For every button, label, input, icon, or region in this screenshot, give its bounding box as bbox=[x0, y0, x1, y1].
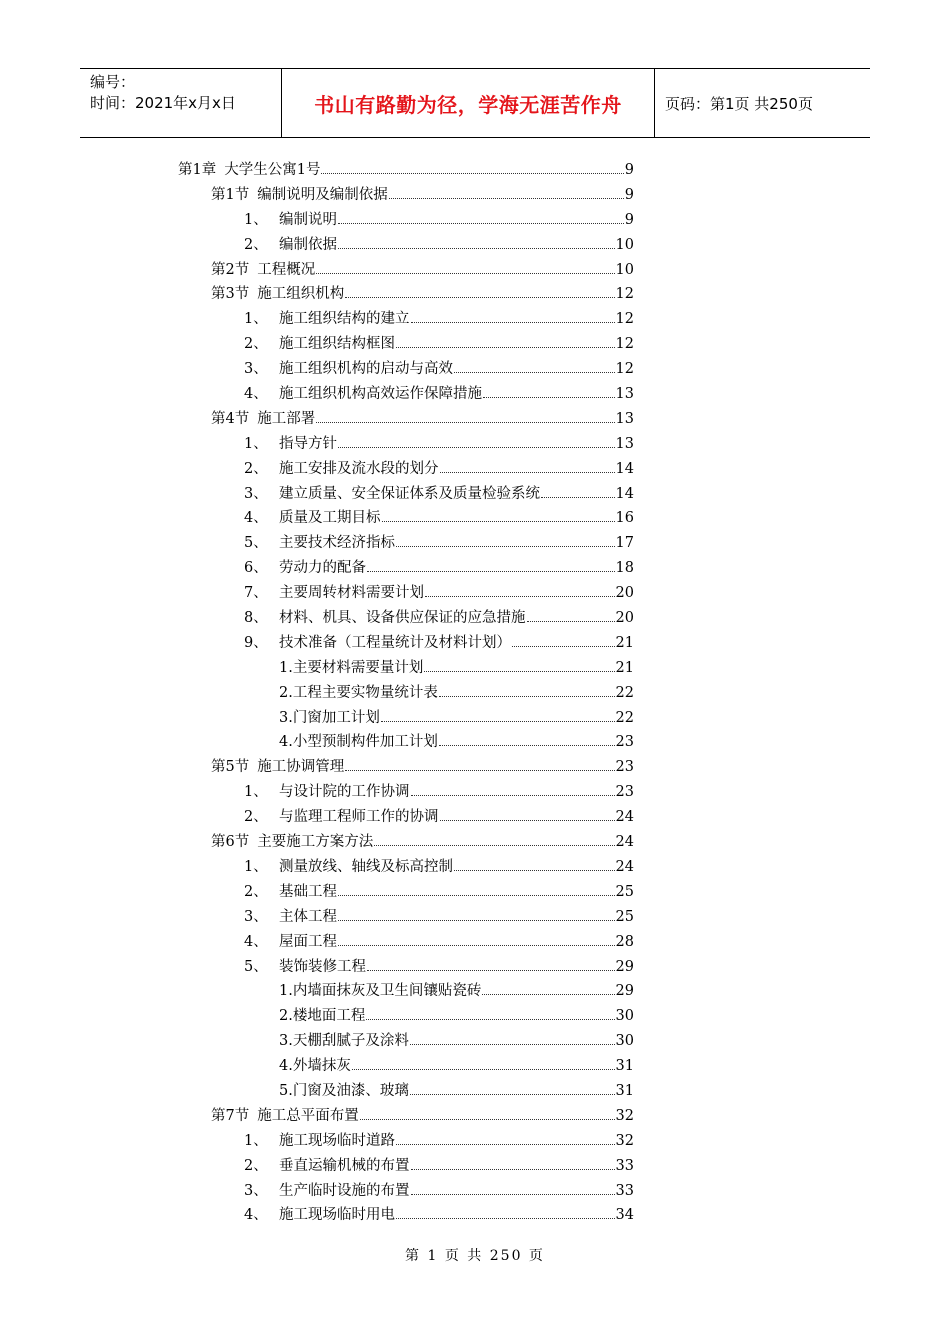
toc-entry[interactable] bbox=[0, 357, 806, 382]
toc-entry[interactable] bbox=[0, 1104, 806, 1129]
toc-entry-number: 1. bbox=[279, 983, 293, 1000]
toc-dot-leader bbox=[338, 247, 615, 249]
toc-entry-number: 5、 bbox=[244, 535, 268, 552]
toc-entry[interactable] bbox=[0, 258, 806, 283]
toc-dot-leader bbox=[396, 545, 615, 547]
toc-dot-leader bbox=[411, 321, 615, 323]
toc-entry-title: 垂直运输机械的布置 bbox=[279, 1157, 410, 1174]
toc-entry-page: 25 bbox=[615, 883, 634, 900]
toc-entry-title: 屋面工程 bbox=[279, 933, 337, 950]
toc-entry-title: 材料、机具、设备供应保证的应急措施 bbox=[279, 610, 526, 627]
toc-entry-number: 1、 bbox=[244, 311, 268, 328]
toc-entry-title: 天棚刮腻子及涂料 bbox=[292, 1033, 409, 1050]
toc-entry-page: 32 bbox=[615, 1132, 634, 1149]
toc-entry-number: 6、 bbox=[244, 560, 268, 577]
toc-entry-page: 22 bbox=[615, 709, 634, 726]
toc-entry-page: 14 bbox=[615, 485, 634, 502]
toc-entry-page: 13 bbox=[615, 410, 634, 427]
toc-entry[interactable] bbox=[0, 706, 806, 731]
toc-entry[interactable] bbox=[0, 407, 806, 432]
toc-entry-number: 第7节 bbox=[211, 1107, 250, 1124]
toc-entry-page: 34 bbox=[615, 1207, 634, 1224]
toc-entry-number: 第4节 bbox=[211, 410, 250, 427]
toc-entry-title: 生产临时设施的布置 bbox=[279, 1182, 410, 1199]
toc-entry-number: 第1节 bbox=[211, 186, 250, 203]
header-page-info: 页码：第1页 共250页 bbox=[665, 94, 813, 113]
header-meta bbox=[80, 69, 282, 137]
toc-entry-title: 施工总平面布置 bbox=[257, 1107, 359, 1124]
toc-entry-page: 9 bbox=[624, 211, 634, 228]
table-of-contents bbox=[0, 158, 950, 1228]
toc-entry-page: 23 bbox=[615, 759, 634, 776]
toc-entry-number: 1、 bbox=[244, 1132, 268, 1149]
toc-entry-number: 8、 bbox=[244, 610, 268, 627]
toc-entry-number: 第5节 bbox=[211, 759, 250, 776]
toc-entry[interactable] bbox=[0, 1154, 806, 1179]
toc-dot-leader bbox=[396, 1143, 615, 1145]
toc-entry-number: 2、 bbox=[244, 460, 268, 477]
toc-entry-title: 小型预制构件加工计划 bbox=[292, 734, 438, 751]
toc-entry-title: 主体工程 bbox=[279, 908, 337, 925]
toc-entry[interactable] bbox=[0, 1054, 806, 1079]
toc-entry-number: 第6节 bbox=[211, 834, 250, 851]
toc-entry[interactable] bbox=[0, 855, 806, 880]
toc-entry-title: 主要施工方案方法 bbox=[257, 834, 374, 851]
toc-entry-number: 第2节 bbox=[211, 261, 250, 278]
toc-entry-title: 内墙面抹灰及卫生间镶贴瓷砖 bbox=[292, 983, 482, 1000]
toc-entry-title: 楼地面工程 bbox=[292, 1008, 366, 1025]
toc-entry[interactable] bbox=[0, 681, 806, 706]
toc-dot-leader bbox=[411, 794, 615, 796]
toc-entry-title: 外墙抹灰 bbox=[292, 1058, 351, 1075]
toc-entry-number: 7、 bbox=[244, 585, 268, 602]
toc-entry-number: 3、 bbox=[244, 908, 268, 925]
toc-entry-page: 14 bbox=[615, 460, 634, 477]
toc-entry-number: 第3节 bbox=[211, 286, 250, 303]
toc-entry-number: 2、 bbox=[244, 236, 268, 253]
toc-entry-number: 4、 bbox=[244, 510, 268, 527]
toc-entry-number: 3. bbox=[279, 1033, 293, 1050]
toc-entry-title: 技术准备（工程量统计及材料计划） bbox=[279, 634, 511, 651]
toc-entry-title: 质量及工期目标 bbox=[279, 510, 381, 527]
toc-entry-title: 指导方针 bbox=[279, 435, 337, 452]
toc-entry-page: 21 bbox=[615, 659, 634, 676]
toc-entry-title: 门窗及油漆、玻璃 bbox=[292, 1082, 409, 1099]
toc-dot-leader bbox=[345, 769, 614, 771]
toc-entry-page: 20 bbox=[615, 585, 634, 602]
toc-entry-number: 1、 bbox=[244, 784, 268, 801]
toc-dot-leader bbox=[381, 720, 615, 722]
toc-entry-title: 主要材料需要量计划 bbox=[292, 659, 424, 676]
toc-dot-leader bbox=[338, 446, 615, 448]
toc-entry-title: 门窗加工计划 bbox=[292, 709, 380, 726]
toc-entry-title: 建立质量、安全保证体系及质量检验系统 bbox=[279, 485, 540, 502]
toc-dot-leader bbox=[338, 944, 615, 946]
toc-dot-leader bbox=[396, 346, 615, 348]
toc-dot-leader bbox=[367, 969, 615, 971]
toc-dot-leader bbox=[321, 172, 623, 174]
toc-entry-page: 9 bbox=[624, 162, 634, 178]
toc-dot-leader bbox=[389, 197, 624, 199]
toc-entry[interactable] bbox=[0, 482, 806, 507]
toc-entry-title: 施工组织机构高效运作保障措施 bbox=[279, 386, 482, 403]
toc-entry[interactable] bbox=[0, 1004, 806, 1029]
toc-dot-leader bbox=[366, 1018, 614, 1020]
toc-dot-leader bbox=[367, 570, 615, 572]
toc-dot-leader bbox=[338, 894, 615, 896]
toc-entry[interactable] bbox=[0, 1203, 806, 1228]
toc-entry-title: 基础工程 bbox=[279, 883, 337, 900]
toc-entry[interactable] bbox=[0, 979, 806, 1004]
toc-dot-leader bbox=[482, 993, 614, 995]
toc-entry[interactable] bbox=[0, 531, 806, 556]
toc-dot-leader bbox=[454, 371, 615, 373]
toc-entry[interactable] bbox=[0, 606, 806, 631]
toc-dot-leader bbox=[541, 496, 615, 498]
toc-entry-number: 4. bbox=[279, 734, 293, 751]
toc-dot-leader bbox=[425, 595, 615, 597]
toc-entry-number: 3、 bbox=[244, 1182, 268, 1199]
toc-entry[interactable] bbox=[0, 307, 806, 332]
toc-dot-leader bbox=[338, 919, 615, 921]
toc-entry-page: 33 bbox=[615, 1182, 634, 1199]
toc-entry-page: 12 bbox=[615, 311, 634, 328]
toc-entry-page: 33 bbox=[615, 1157, 634, 1174]
toc-entry[interactable] bbox=[0, 780, 806, 805]
toc-entry[interactable] bbox=[0, 556, 806, 581]
toc-entry-page: 12 bbox=[615, 336, 634, 353]
toc-entry[interactable] bbox=[0, 880, 806, 905]
toc-entry[interactable] bbox=[0, 457, 806, 482]
toc-entry-number: 5、 bbox=[244, 958, 268, 975]
toc-entry-page: 23 bbox=[615, 784, 634, 801]
toc-entry-page: 28 bbox=[615, 933, 634, 950]
toc-entry[interactable] bbox=[0, 432, 806, 457]
toc-entry-page: 10 bbox=[615, 236, 634, 253]
toc-entry-page: 30 bbox=[615, 1033, 634, 1050]
page-footer: 第 1 页 共 250 页 bbox=[405, 1248, 545, 1264]
toc-entry[interactable] bbox=[0, 1179, 806, 1204]
toc-entry-number: 第1章 bbox=[178, 162, 217, 178]
toc-dot-leader bbox=[338, 222, 624, 224]
toc-entry-number: 1、 bbox=[244, 435, 268, 452]
time-label: 时间：2021年x月x日 bbox=[90, 94, 236, 112]
toc-dot-leader bbox=[382, 520, 615, 522]
toc-entry-page: 13 bbox=[615, 386, 634, 403]
toc-dot-leader bbox=[439, 744, 615, 746]
toc-entry[interactable] bbox=[0, 506, 806, 531]
toc-entry-page: 21 bbox=[615, 634, 634, 651]
toc-entry[interactable] bbox=[0, 755, 806, 780]
toc-entry-page: 18 bbox=[615, 560, 634, 577]
toc-entry[interactable] bbox=[0, 930, 806, 955]
toc-entry-title: 编制依据 bbox=[279, 236, 337, 253]
toc-entry-page: 30 bbox=[615, 1008, 634, 1025]
toc-entry-title: 编制说明及编制依据 bbox=[257, 186, 388, 203]
toc-entry-page: 29 bbox=[615, 983, 634, 1000]
toc-entry-title: 与监理工程师工作的协调 bbox=[279, 809, 439, 826]
toc-dot-leader bbox=[410, 1093, 615, 1095]
toc-entry[interactable] bbox=[0, 183, 806, 208]
toc-entry-title: 施工组织机构 bbox=[257, 286, 345, 303]
toc-entry[interactable] bbox=[0, 631, 806, 656]
toc-entry-number: 2、 bbox=[244, 883, 268, 900]
toc-entry[interactable] bbox=[0, 955, 806, 980]
toc-entry-number: 2. bbox=[279, 1008, 293, 1025]
toc-dot-leader bbox=[396, 1217, 615, 1219]
toc-entry-title: 施工协调管理 bbox=[257, 759, 345, 776]
toc-entry-number: 4、 bbox=[244, 933, 268, 950]
toc-entry-title: 施工现场临时道路 bbox=[279, 1132, 395, 1149]
toc-entry-title: 工程概况 bbox=[257, 261, 316, 278]
toc-dot-leader bbox=[454, 869, 615, 871]
toc-entry[interactable] bbox=[0, 208, 806, 233]
toc-entry[interactable] bbox=[0, 581, 806, 606]
toc-entry-page: 13 bbox=[615, 435, 634, 452]
toc-entry[interactable] bbox=[0, 905, 806, 930]
toc-dot-leader bbox=[439, 695, 615, 697]
toc-entry-number: 5. bbox=[279, 1082, 293, 1099]
toc-dot-leader bbox=[440, 471, 615, 473]
toc-entry-number: 3、 bbox=[244, 361, 268, 378]
toc-entry-page: 25 bbox=[615, 908, 634, 925]
toc-entry-page: 32 bbox=[615, 1107, 634, 1124]
toc-entry-page: 12 bbox=[615, 286, 634, 303]
toc-dot-leader bbox=[411, 1168, 615, 1170]
toc-dot-leader bbox=[374, 844, 614, 846]
toc-dot-leader bbox=[316, 272, 614, 274]
toc-entry-number: 3. bbox=[279, 709, 293, 726]
toc-entry-title: 与设计院的工作协调 bbox=[279, 784, 410, 801]
toc-entry-title: 施工组织结构的建立 bbox=[279, 311, 410, 328]
toc-entry[interactable] bbox=[0, 282, 806, 307]
toc-entry[interactable] bbox=[0, 158, 806, 183]
toc-dot-leader bbox=[483, 396, 615, 398]
toc-entry-title: 主要技术经济指标 bbox=[279, 535, 395, 552]
toc-entry[interactable] bbox=[0, 1129, 806, 1154]
toc-entry-title: 工程主要实物量统计表 bbox=[292, 684, 438, 701]
toc-dot-leader bbox=[424, 670, 614, 672]
toc-entry[interactable] bbox=[0, 805, 806, 830]
toc-entry-page: 24 bbox=[615, 809, 634, 826]
toc-entry-page: 9 bbox=[624, 186, 634, 203]
toc-entry-number: 4、 bbox=[244, 1207, 268, 1224]
toc-entry[interactable] bbox=[0, 233, 806, 258]
page-header bbox=[80, 68, 870, 138]
toc-dot-leader bbox=[440, 819, 615, 821]
toc-entry-title: 施工组织结构框图 bbox=[279, 336, 395, 353]
toc-entry[interactable] bbox=[0, 730, 806, 755]
toc-entry[interactable] bbox=[0, 1029, 806, 1054]
toc-dot-leader bbox=[410, 1043, 615, 1045]
header-motto: 书山有路勤为径，学海无涯苦作舟 bbox=[282, 69, 655, 137]
toc-dot-leader bbox=[512, 645, 615, 647]
toc-entry-title: 劳动力的配备 bbox=[279, 560, 366, 577]
toc-entry-number: 4. bbox=[279, 1058, 293, 1075]
toc-entry-number: 2、 bbox=[244, 336, 268, 353]
toc-entry-title: 装饰装修工程 bbox=[279, 958, 366, 975]
toc-entry-number: 2、 bbox=[244, 809, 268, 826]
toc-entry-page: 24 bbox=[615, 834, 634, 851]
toc-entry-page: 23 bbox=[615, 734, 634, 751]
toc-dot-leader bbox=[345, 296, 614, 298]
toc-entry-page: 24 bbox=[615, 858, 634, 875]
toc-entry-title: 编制说明 bbox=[279, 211, 337, 228]
toc-entry[interactable] bbox=[0, 382, 806, 407]
toc-entry-number: 2. bbox=[279, 684, 293, 701]
toc-entry-title: 施工组织机构的启动与高效 bbox=[279, 361, 453, 378]
toc-entry-title: 施工部署 bbox=[257, 410, 316, 427]
toc-entry-title: 施工现场临时用电 bbox=[279, 1207, 395, 1224]
toc-entry-number: 1、 bbox=[244, 211, 268, 228]
toc-entry-number: 1、 bbox=[244, 858, 268, 875]
toc-entry-number: 4、 bbox=[244, 386, 268, 403]
toc-entry-page: 20 bbox=[615, 610, 634, 627]
toc-entry[interactable] bbox=[0, 656, 806, 681]
toc-entry-number: 1. bbox=[279, 659, 293, 676]
toc-entry-title: 施工安排及流水段的划分 bbox=[279, 460, 439, 477]
toc-dot-leader bbox=[411, 1193, 615, 1195]
toc-entry-number: 9、 bbox=[244, 634, 268, 651]
code-label: 编号： bbox=[90, 73, 136, 91]
toc-dot-leader bbox=[527, 620, 615, 622]
toc-entry-page: 29 bbox=[615, 958, 634, 975]
toc-entry[interactable] bbox=[0, 332, 806, 357]
toc-dot-leader bbox=[316, 421, 614, 423]
toc-entry[interactable] bbox=[0, 1079, 806, 1104]
toc-entry-title: 大学生公寓1号 bbox=[224, 162, 321, 178]
toc-dot-leader bbox=[360, 1118, 615, 1120]
toc-entry-number: 2、 bbox=[244, 1157, 268, 1174]
toc-dot-leader bbox=[352, 1068, 615, 1070]
toc-entry-page: 16 bbox=[615, 510, 634, 527]
toc-entry-page: 17 bbox=[615, 535, 634, 552]
toc-entry-page: 22 bbox=[615, 684, 634, 701]
toc-entry-page: 31 bbox=[615, 1082, 634, 1099]
toc-entry-number: 3、 bbox=[244, 485, 268, 502]
toc-entry-page: 10 bbox=[615, 261, 634, 278]
toc-entry-page: 31 bbox=[615, 1058, 634, 1075]
toc-entry-page: 12 bbox=[615, 361, 634, 378]
toc-entry-title: 测量放线、轴线及标高控制 bbox=[279, 858, 453, 875]
toc-entry-title: 主要周转材料需要计划 bbox=[279, 585, 424, 602]
toc-entry[interactable] bbox=[0, 830, 806, 855]
